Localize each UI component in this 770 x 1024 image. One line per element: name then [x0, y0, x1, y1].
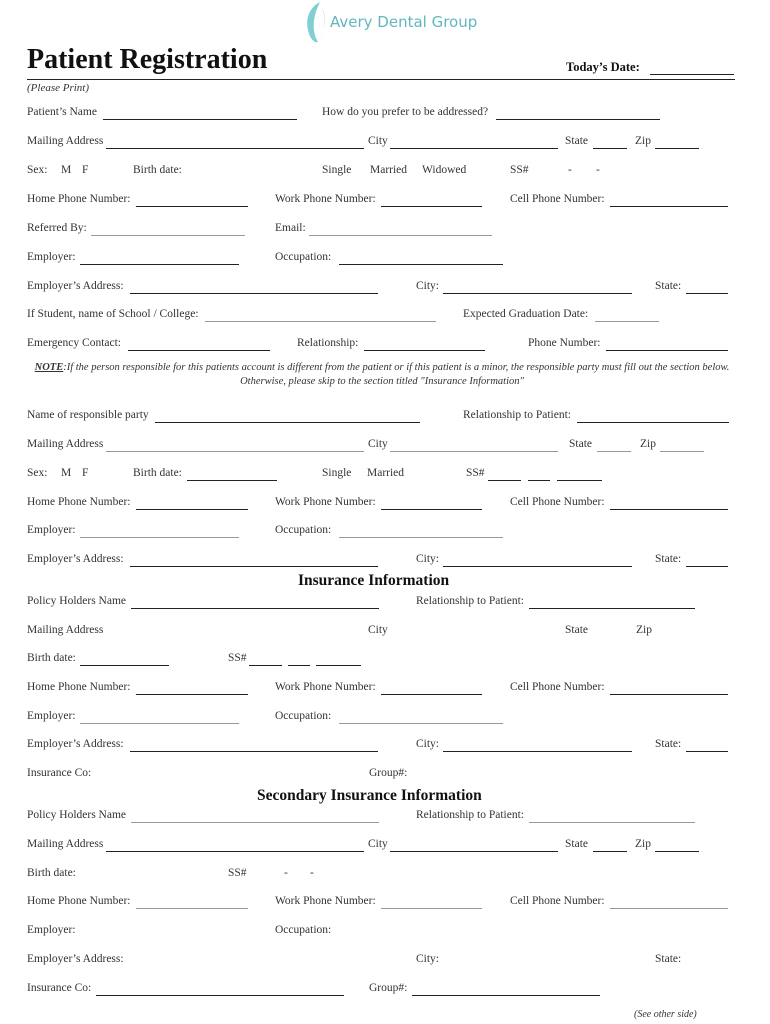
responsible-home-phone-field[interactable]: [136, 509, 248, 510]
responsible-sex-label: Sex:: [27, 467, 48, 479]
insurance-ss-label: SS#: [228, 652, 247, 664]
insurance-relationship-field[interactable]: [529, 608, 695, 609]
zip-field[interactable]: [655, 148, 699, 149]
mailing-address-field[interactable]: [106, 148, 364, 149]
secondary-city-label: City: [368, 838, 388, 850]
secondary-employer-address-label: Employer’s Address:: [27, 953, 124, 965]
insurance-mailing-label: Mailing Address: [27, 624, 104, 636]
note-text: :If the person responsible for this patients account is different from the patient or if this patient is a minor, the responsible party must fill out the section below. Otherwise, please skip to the section titled "Insurance Information": [63, 362, 730, 387]
responsible-zip-field[interactable]: [660, 451, 704, 452]
ss-dash: -: [596, 164, 600, 176]
secondary-state-label: State: [565, 838, 588, 850]
insurance-zip-label: Zip: [636, 624, 652, 636]
responsible-birth-field[interactable]: [187, 480, 277, 481]
insurance-employer-address-label: Employer’s Address:: [27, 738, 124, 750]
please-print-label: (Please Print): [27, 82, 90, 94]
secondary-birth-label: Birth date:: [27, 867, 76, 879]
secondary-ss-label: SS#: [228, 867, 247, 879]
secondary-state-field[interactable]: [593, 851, 627, 852]
ss-label: SS#: [510, 164, 529, 176]
todays-date-field[interactable]: [650, 74, 734, 75]
secondary-relationship-field[interactable]: [529, 822, 695, 823]
graduation-date-field[interactable]: [595, 321, 659, 322]
header-divider: [27, 79, 735, 80]
insurance-cell-phone-label: Cell Phone Number:: [510, 681, 605, 693]
responsible-name-label: Name of responsible party: [27, 409, 149, 421]
responsible-ss-field-2[interactable]: [528, 480, 550, 481]
responsible-occupation-label: Occupation:: [275, 524, 332, 536]
patient-name-label: Patient’s Name: [27, 106, 97, 118]
insurance-heading: Insurance Information: [298, 572, 450, 589]
secondary-mailing-field[interactable]: [106, 851, 364, 852]
insurance-city-label: City: [368, 624, 388, 636]
responsible-employer-address-label: Employer’s Address:: [27, 553, 124, 565]
insurance-ss-field-2[interactable]: [288, 665, 310, 666]
secondary-employer-label: Employer:: [27, 924, 76, 936]
responsible-relationship-field[interactable]: [577, 422, 729, 423]
email-field[interactable]: [309, 235, 492, 236]
insurance-relationship-label: Relationship to Patient:: [416, 595, 524, 607]
occupation-label: Occupation:: [275, 251, 332, 263]
secondary-cell-phone-label: Cell Phone Number:: [510, 895, 605, 907]
insurance-state-label: State: [565, 624, 588, 636]
responsible-party-note: [30, 361, 734, 389]
insurance-policy-label: Policy Holders Name: [27, 595, 127, 607]
responsible-home-phone-label: Home Phone Number:: [27, 496, 131, 508]
insurance-group-label: Group#:: [369, 767, 408, 779]
emergency-contact-label: Emergency Contact:: [27, 337, 121, 349]
responsible-work-phone-field[interactable]: [381, 509, 482, 510]
secondary-mailing-label: Mailing Address: [27, 838, 104, 850]
single-option[interactable]: Single: [322, 164, 352, 176]
insurance-occupation-label: Occupation:: [275, 710, 332, 722]
responsible-married-option[interactable]: Married: [367, 467, 405, 479]
secondary-ss-dash: -: [284, 867, 288, 879]
responsible-city-label: City: [368, 438, 388, 450]
student-school-field[interactable]: [205, 321, 436, 322]
responsible-sex-m-option[interactable]: M: [61, 467, 72, 479]
secondary-company-field[interactable]: [96, 995, 344, 996]
secondary-cell-phone-field[interactable]: [610, 908, 728, 909]
insurance-home-phone-label: Home Phone Number:: [27, 681, 131, 693]
referred-by-label: Referred By:: [27, 222, 87, 234]
secondary-group-label: Group#:: [369, 982, 408, 994]
mailing-address-label: Mailing Address: [27, 135, 104, 147]
sex-m-option[interactable]: M: [61, 164, 72, 176]
insurance-city2-field[interactable]: [443, 751, 632, 752]
secondary-home-phone-label: Home Phone Number:: [27, 895, 131, 907]
todays-date-label: Today’s Date:: [566, 60, 640, 74]
secondary-ss-dash: -: [310, 867, 314, 879]
responsible-employer-label: Employer:: [27, 524, 76, 536]
referred-by-field[interactable]: [91, 235, 245, 236]
insurance-ss-field-3[interactable]: [316, 665, 361, 666]
secondary-policy-field[interactable]: [131, 822, 379, 823]
zip-label: Zip: [635, 135, 651, 147]
responsible-work-phone-label: Work Phone Number:: [275, 496, 376, 508]
sex-f-option[interactable]: F: [82, 164, 89, 176]
responsible-occupation-field[interactable]: [339, 537, 503, 538]
responsible-state-field[interactable]: [597, 451, 631, 452]
city-label: City: [368, 135, 388, 147]
widowed-option[interactable]: Widowed: [422, 164, 467, 176]
emergency-contact-field[interactable]: [128, 350, 270, 351]
email-label: Email:: [275, 222, 306, 234]
responsible-single-option[interactable]: Single: [322, 467, 352, 479]
employer-state-field[interactable]: [686, 293, 728, 294]
responsible-ss-label: SS#: [466, 467, 485, 479]
birth-date-label: Birth date:: [133, 164, 182, 176]
home-phone-field[interactable]: [136, 206, 248, 207]
secondary-zip-field[interactable]: [655, 851, 699, 852]
responsible-mailing-label: Mailing Address: [27, 438, 104, 450]
responsible-sex-f-option[interactable]: F: [82, 467, 89, 479]
married-option[interactable]: Married: [370, 164, 408, 176]
secondary-home-phone-field[interactable]: [136, 908, 248, 909]
responsible-ss-field-3[interactable]: [557, 480, 602, 481]
city-field[interactable]: [390, 148, 558, 149]
secondary-policy-label: Policy Holders Name: [27, 809, 127, 821]
responsible-mailing-field[interactable]: [106, 451, 364, 452]
insurance-birth-label: Birth date:: [27, 652, 76, 664]
secondary-work-phone-field[interactable]: [381, 908, 482, 909]
relationship-field[interactable]: [364, 350, 485, 351]
addressed-label: How do you prefer to be addressed?: [322, 106, 489, 118]
addressed-field[interactable]: [496, 119, 660, 120]
insurance-company-label: Insurance Co:: [27, 767, 92, 779]
secondary-city2-label: City:: [416, 953, 440, 965]
responsible-city2-label: City:: [416, 553, 440, 565]
responsible-city2-field[interactable]: [443, 566, 632, 567]
responsible-cell-phone-field[interactable]: [610, 509, 728, 510]
responsible-employer-address-field[interactable]: [130, 566, 378, 567]
employer-city-field[interactable]: [443, 293, 632, 294]
responsible-zip-label: Zip: [640, 438, 656, 450]
secondary-state2-label: State:: [655, 953, 682, 965]
work-phone-field[interactable]: [381, 206, 482, 207]
responsible-city-field[interactable]: [390, 451, 558, 452]
insurance-work-phone-label: Work Phone Number:: [275, 681, 376, 693]
state-label: State: [565, 135, 588, 147]
logo-text: Avery Dental Group: [330, 13, 478, 31]
employer-field[interactable]: [80, 264, 239, 265]
responsible-employer-field[interactable]: [80, 537, 239, 538]
state-field[interactable]: [593, 148, 627, 149]
insurance-occupation-field[interactable]: [339, 723, 503, 724]
relationship-label: Relationship:: [297, 337, 359, 349]
tooth-swoosh-icon: [300, 0, 330, 44]
patient-name-field[interactable]: [103, 119, 297, 120]
responsible-name-field[interactable]: [155, 422, 420, 423]
insurance-ss-field-1[interactable]: [249, 665, 282, 666]
sex-label: Sex:: [27, 164, 48, 176]
secondary-occupation-label: Occupation:: [275, 924, 332, 936]
insurance-home-phone-field[interactable]: [136, 694, 248, 695]
responsible-birth-label: Birth date:: [133, 467, 182, 479]
insurance-birth-field[interactable]: [80, 665, 169, 666]
insurance-policy-field[interactable]: [131, 608, 379, 609]
secondary-insurance-heading: Secondary Insurance Information: [257, 787, 482, 804]
ss-dash: -: [568, 164, 572, 176]
secondary-company-label: Insurance Co:: [27, 982, 92, 994]
insurance-cell-phone-field[interactable]: [610, 694, 728, 695]
page-title: Patient Registration: [27, 44, 268, 75]
employer-city-label: City:: [416, 280, 440, 292]
responsible-state2-label: State:: [655, 553, 682, 565]
insurance-city2-label: City:: [416, 738, 440, 750]
secondary-work-phone-label: Work Phone Number:: [275, 895, 376, 907]
home-phone-label: Home Phone Number:: [27, 193, 131, 205]
insurance-employer-address-field[interactable]: [130, 751, 378, 752]
student-school-label: If Student, name of School / College:: [27, 308, 199, 320]
employer-state-label: State:: [655, 280, 682, 292]
responsible-ss-field-1[interactable]: [488, 480, 521, 481]
employer-address-label: Employer’s Address:: [27, 280, 124, 292]
responsible-state2-field[interactable]: [686, 566, 728, 567]
emergency-phone-field[interactable]: [606, 350, 728, 351]
responsible-state-label: State: [569, 438, 592, 450]
responsible-cell-phone-label: Cell Phone Number:: [510, 496, 605, 508]
work-phone-label: Work Phone Number:: [275, 193, 376, 205]
see-other-side-label: (See other side): [634, 1009, 697, 1020]
secondary-group-field[interactable]: [412, 995, 600, 996]
cell-phone-field[interactable]: [610, 206, 728, 207]
secondary-relationship-label: Relationship to Patient:: [416, 809, 524, 821]
insurance-work-phone-field[interactable]: [381, 694, 482, 695]
secondary-city-field[interactable]: [390, 851, 558, 852]
employer-address-field[interactable]: [130, 293, 378, 294]
employer-label: Employer:: [27, 251, 76, 263]
note-keyword: NOTE: [34, 362, 64, 373]
graduation-date-label: Expected Graduation Date:: [463, 308, 589, 320]
responsible-relationship-label: Relationship to Patient:: [463, 409, 571, 421]
insurance-state2-field[interactable]: [686, 751, 728, 752]
occupation-field[interactable]: [339, 264, 503, 265]
insurance-employer-label: Employer:: [27, 710, 76, 722]
cell-phone-label: Cell Phone Number:: [510, 193, 605, 205]
insurance-employer-field[interactable]: [80, 723, 239, 724]
emergency-phone-label: Phone Number:: [528, 337, 601, 349]
secondary-zip-label: Zip: [635, 838, 651, 850]
insurance-state2-label: State:: [655, 738, 682, 750]
